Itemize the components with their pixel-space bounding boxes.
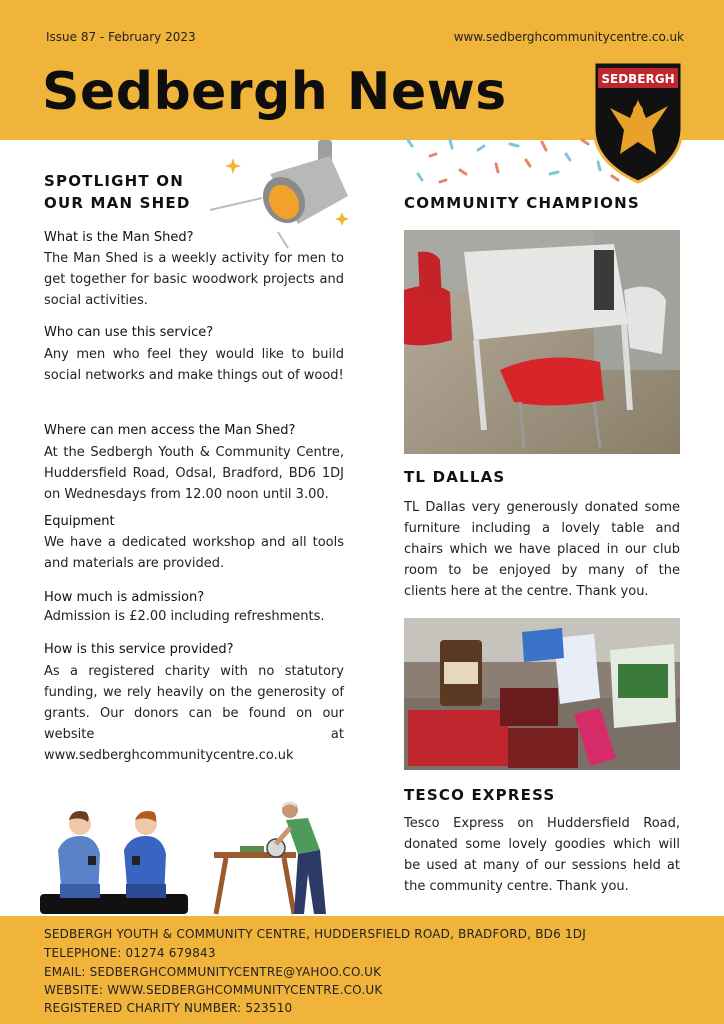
question-equipment: Equipment (44, 514, 115, 529)
answer-who: Any men who feel they would like to build social networks and make things out of wood! (44, 347, 344, 383)
header-website[interactable]: www.sedberghcommunitycentre.co.uk (453, 30, 684, 44)
question-how: How is this service provided? (44, 642, 234, 657)
community-champions-heading: COMMUNITY CHAMPIONS (404, 194, 640, 212)
furniture-photo (404, 230, 680, 454)
question-where: Where can men access the Man Shed? (44, 423, 296, 438)
issue-label: Issue 87 - February 2023 (46, 30, 196, 44)
tl-dallas-title: TL DALLAS (404, 468, 506, 486)
goodies-photo (404, 618, 680, 770)
spotlight-heading-line2: OUR MAN SHED (44, 194, 191, 212)
footer-website[interactable]: WEBSITE: WWW.SEDBERGHCOMMUNITYCENTRE.CO.UK (44, 983, 383, 997)
man-shed-illustration (36, 798, 356, 916)
confetti-decoration (400, 136, 660, 192)
footer-address: SEDBERGH YOUTH & COMMUNITY CENTRE, HUDDERSFIELD ROAD, BRADFORD, BD6 1DJ (44, 927, 586, 941)
answer-how: As a registered charity with no statutory funding, we rely heavily on the generosity of grants. Our donors can be found on our website at www.sedberghcommunitycentre.co.uk (44, 664, 344, 763)
question-admission: How much is admission? (44, 590, 205, 605)
footer-email[interactable]: EMAIL: SEDBERGHCOMMUNITYCENTRE@YAHOO.CO.UK (44, 965, 382, 979)
footer-charity-number: REGISTERED CHARITY NUMBER: 523510 (44, 1001, 293, 1015)
answer-where: At the Sedbergh Youth & Community Centre, Huddersfield Road, Odsal, Bradford, BD6 1DJ on Wednesdays from 12.00 noon until 3.00. (44, 445, 344, 502)
spotlight-lamp-icon (200, 140, 360, 250)
logo-text: SEDBERGH (601, 72, 675, 86)
answer-what: The Man Shed is a weekly activity for men to get together for basic woodwork projects and social activities. (44, 251, 344, 308)
answer-equipment: We have a dedicated workshop and all tools and materials are provided. (44, 535, 344, 571)
tl-dallas-text: TL Dallas very generously donated some furniture including a lovely table and chairs which we have placed in our club room to be enjoyed by many of the clients here at the centre. Thank you. (404, 500, 680, 599)
spotlight-heading-line1: SPOTLIGHT ON (44, 172, 184, 190)
footer-telephone[interactable]: TELEPHONE: 01274 679843 (44, 946, 216, 960)
question-what: What is the Man Shed? (44, 230, 194, 245)
question-who: Who can use this service? (44, 325, 214, 340)
tesco-express-title: TESCO EXPRESS (404, 786, 556, 804)
tesco-express-text: Tesco Express on Huddersfield Road, donated some lovely goodies which will be used at many of our sessions held at the community centre. Thank you. (404, 816, 680, 894)
newsletter-title: Sedbergh News (42, 62, 507, 122)
answer-admission: Admission is £2.00 including refreshments. (44, 609, 325, 624)
